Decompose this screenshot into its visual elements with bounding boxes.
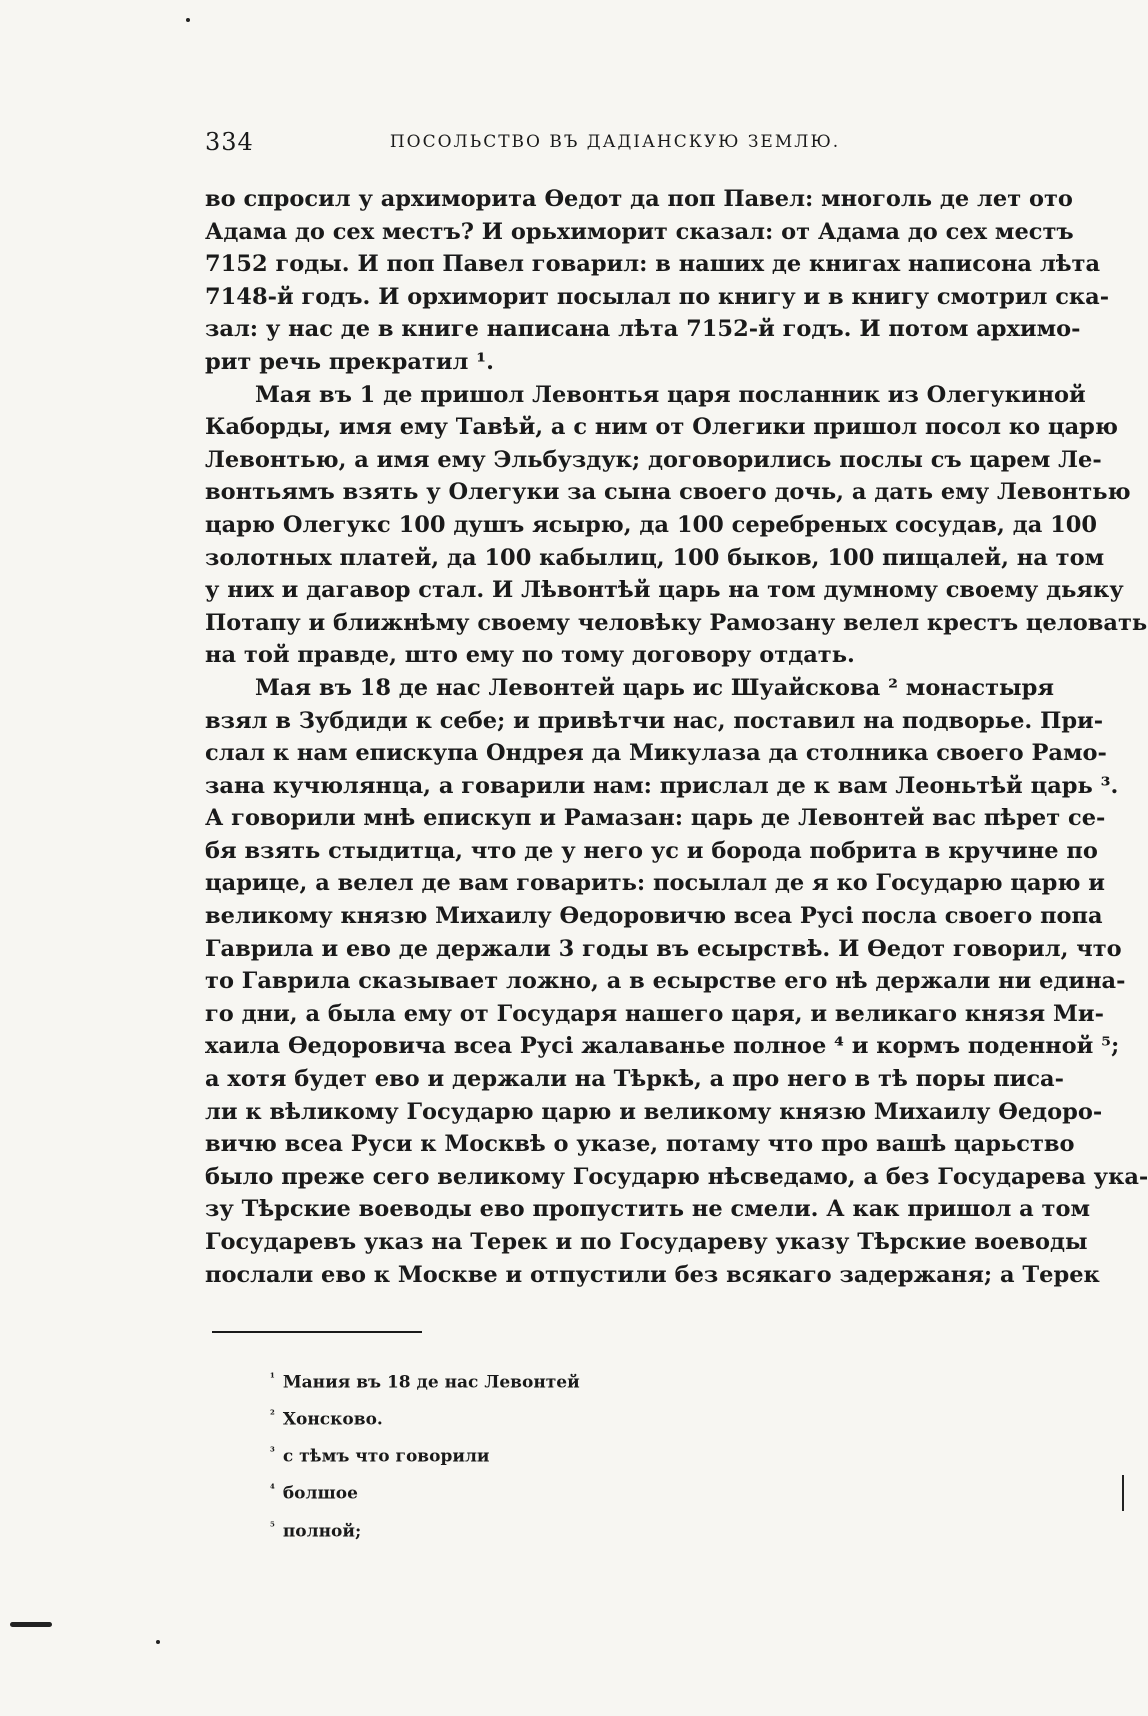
text-line: золотных платей, да 100 кабылиц, 100 быков, 100 пищалей, на том [205,544,1105,571]
text-line: Мая въ 18 де нас Левонтей царь ис Шуайскова ² монастыря [255,674,1054,701]
text-line: Потапу и ближнѣму своему человѣку Рамозану велел крестъ целовать [205,609,1148,636]
text-line: то Гаврила сказывает ложно, а в есырстве его нѣ держали ни едина- [205,968,1126,995]
text-line: во спросил у архиморита Өедот да поп Павел: многоль де лет ото [205,186,1073,212]
footnote [270,1362,870,1399]
body-text [205,183,1148,1291]
footnote-divider [212,1331,422,1333]
footnote-mark: ² [270,1408,275,1422]
text-line: Адама до сех местъ? И орьхиморит сказал: от Адама до сех местъ [205,218,1074,245]
text-line: зал: у нас де в книге написана лѣта 7152-й годъ. И потом архимо- [205,316,1081,343]
text-line: послали ево к Москве и отпустили без всякаго задержаня; а Терек [205,1261,1100,1288]
text-line: 7148-й годъ. И орхиморит посылал по книгу и в книгу смотрил ска- [205,283,1110,310]
text-line: А говорили мнѣ епискуп и Рамазан: царь де Левонтей вас пѣрет се- [205,805,1106,832]
text-line: на той правде, што ему по тому договору отдать. [205,642,855,669]
text-line: Каборды, имя ему Тавѣй, а с ним от Олегики пришол посол ко царю [205,414,1118,441]
footnote-text: Мания въ 18 де нас Левонтей [282,1372,580,1393]
text-line: великому князю Михаилу Өедоровичю всеа Русі посла своего попа [205,903,1103,930]
running-title: ПОСОЛЬСТВО ВЪ ДАДІАНСКУЮ ЗЕМЛЮ. [389,132,841,152]
text-line: рит речь прекратил ¹. [205,348,494,375]
text-line: бя взять стыдитца, что де у него ус и борода побрита в кручине по [205,837,1098,864]
text-line: вичю всеа Руси к Москвѣ о указе, потаму что про вашѣ царьство [205,1131,1075,1158]
text-line: ли к вѣликому Государю царю и великому князю Михаилу Өедоро- [205,1098,1103,1125]
text-line: хаила Өедоровича всеа Русі жалаванье полное ⁴ и кормъ поденной ⁵; [205,1033,1120,1060]
text-line: Государевъ указ на Терек и по Государеву указу Тѣрские воеводы [205,1229,1088,1255]
footnote-mark: ⁵ [270,1519,275,1533]
text-line: было преже сего великому Государю нѣсведамо, а без Государева ука- [205,1163,1148,1190]
page-number: 334 [205,128,254,156]
footnotes [270,1362,870,1548]
text-line: а хотя будет ево и держали на Тѣркѣ, а про него в тѣ поры писа- [205,1066,1064,1093]
footnote [270,1511,870,1548]
text-line: вонтьямъ взять у Олегуки за сына своего дочь, а дать ему Левонтью [205,479,1131,506]
footnote-text: болшое [282,1484,358,1505]
footnote-mark: ³ [270,1445,275,1459]
text-line: Гаврила и ево де держали 3 годы въ есырствѣ. И Өедот говорил, что [205,935,1122,962]
footnote [270,1436,870,1473]
text-line: Левонтью, а имя ему Эльбуздук; договорились послы съ царем Ле- [205,446,1102,473]
scan-smudge [10,1622,52,1627]
text-line: взял в Зубдиди к себе; и привѣтчи нас, поставил на подворье. При- [205,707,1104,734]
footnote-mark: ⁴ [270,1482,275,1496]
text-line: зу Тѣрские воеводы ево пропустить не смели. А как пришол а том [205,1196,1091,1223]
text-line: го дни, а была ему от Государя нашего царя, и великаго князя Ми- [205,1000,1104,1027]
text-line: 7152 годы. И поп Павел говарил: в наших де книгах написона лѣта [205,251,1101,278]
scan-speck [156,1640,160,1644]
text-line: Мая въ 1 де пришол Левонтья царя посланник из Олегукиной [255,381,1086,408]
scan-line [1122,1475,1124,1511]
text-line: царю Олегукс 100 душъ ясырю, да 100 серебреных сосудав, да 100 [205,511,1098,538]
page-header [205,128,1025,168]
text-line: слал к нам епискупа Ондрея да Микулаза да столника своего Рамо- [205,740,1107,767]
scan-speck [186,18,190,22]
footnote [270,1473,870,1510]
text-line: у них и дагавор стал. И Лѣвонтѣй царь на том думному своему дьяку [205,577,1124,604]
text-line: царице, а велел де вам говарить: посылал де я ко Государю царю и [205,870,1105,897]
footnote-text: с тѣмъ что говорили [282,1446,490,1467]
footnote-mark: ¹ [270,1371,275,1384]
footnote-text: полной; [282,1521,362,1542]
footnote [270,1399,870,1436]
text-line: зана кучюлянца, а говарили нам: прислал де к вам Леоньтѣй царь ³. [205,772,1119,799]
footnote-text: Хонсково. [282,1409,383,1430]
